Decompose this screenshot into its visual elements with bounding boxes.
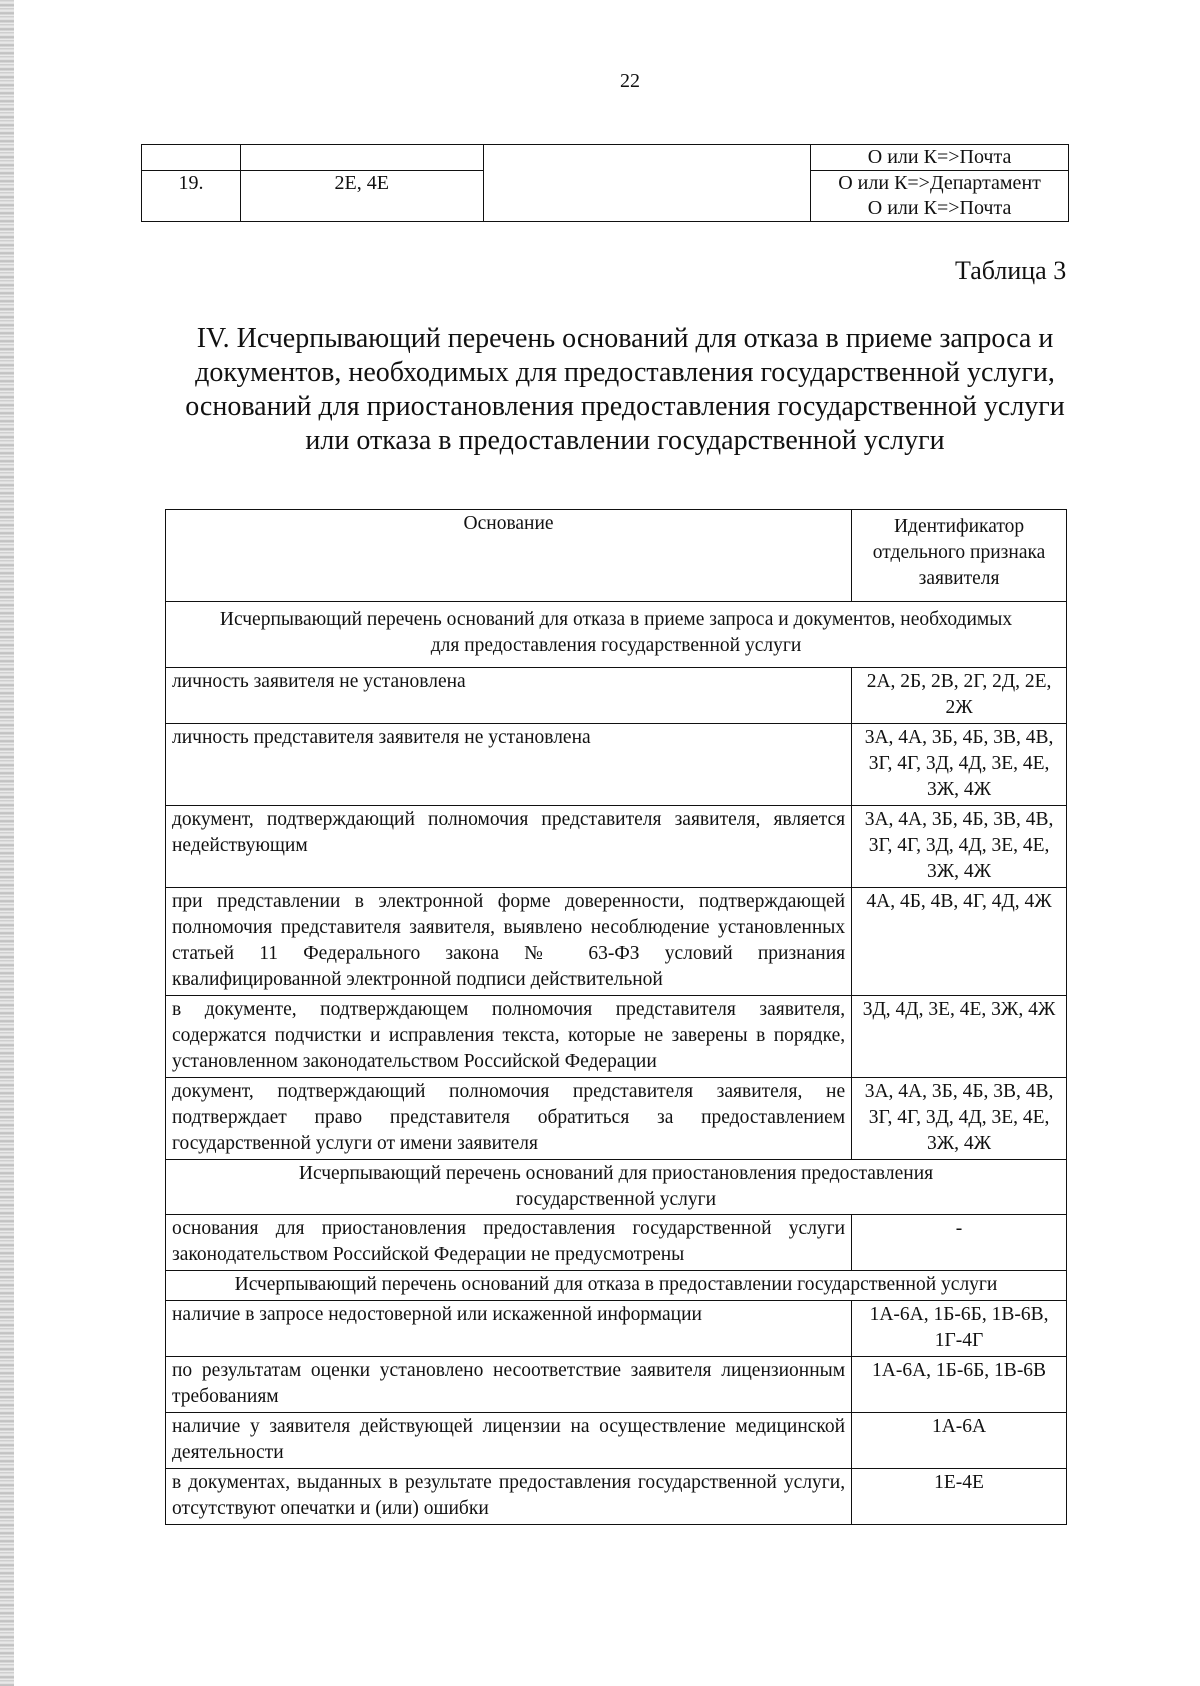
scan-edge xyxy=(0,0,14,1686)
page-number: 22 xyxy=(620,70,640,92)
group-title: Исчерпывающий перечень оснований для отказа в предоставлении государственной услуги xyxy=(166,1271,1067,1301)
basis-cell: наличие у заявителя действующей лицензии на осуществление медицинской деятельности xyxy=(166,1413,852,1469)
basis-cell: при представлении в электронной форме доверенности, подтверждающей полномочия представителя заявителя, выявлено несоблюдение установленных статьей 11 Федерального закона № 63-ФЗ условий признания квалифицированной электронной подписи действительной xyxy=(166,888,852,996)
table-row xyxy=(142,145,1069,171)
identifier-cell: 3Д, 4Д, 3Е, 4Е, 3Ж, 4Ж xyxy=(852,996,1067,1078)
route-cell: О или К=>Департамент О или К=>Почта xyxy=(811,171,1069,222)
header-row xyxy=(166,510,1067,602)
grounds-table xyxy=(165,509,1067,1525)
basis-cell: личность заявителя не установлена xyxy=(166,668,852,724)
codes-cell: 2E, 4E xyxy=(240,171,483,222)
table-row xyxy=(166,1469,1067,1525)
header-basis: Основание xyxy=(166,510,852,602)
identifier-cell: 2А, 2Б, 2В, 2Г, 2Д, 2Е, 2Ж xyxy=(852,668,1067,724)
basis-cell: личность представителя заявителя не установлена xyxy=(166,724,852,806)
identifier-cell: 1А-6А xyxy=(852,1413,1067,1469)
basis-cell: наличие в запросе недостоверной или искаженной информации xyxy=(166,1301,852,1357)
basis-cell: в документах, выданных в результате предоставления государственной услуги, отсутствуют опечатки и (или) ошибки xyxy=(166,1469,852,1525)
identifier-cell: 1А-6А, 1Б-6Б, 1В-6В xyxy=(852,1357,1067,1413)
identifier-cell: 1А-6А, 1Б-6Б, 1В-6В, 1Г-4Г xyxy=(852,1301,1067,1357)
section-heading: IV. Исчерпывающий перечень оснований для отказа в приеме запроса и документов, необходимых для предоставления государственной услуги, оснований для приостановления предоставления государственной услуги или отказа в предоставлении государственной услуги xyxy=(185,323,1065,456)
row-number-cell: 19. xyxy=(142,171,241,222)
table-row xyxy=(166,1301,1067,1357)
table-row xyxy=(166,1078,1067,1160)
basis-cell: документ, подтверждающий полномочия представителя заявителя, не подтверждает право представителя обратиться за предоставлением государственной услуги от имени заявителя xyxy=(166,1078,852,1160)
continuation-table xyxy=(141,144,1069,222)
table-row xyxy=(166,1357,1067,1413)
table-row xyxy=(166,1413,1067,1469)
table-row xyxy=(166,996,1067,1078)
basis-cell: в документе, подтверждающем полномочия представителя заявителя, содержатся подчистки и исправления текста, которые не заверены в порядке, установленном законодательством Российской Федерации xyxy=(166,996,852,1078)
identifier-cell: 4А, 4Б, 4В, 4Г, 4Д, 4Ж xyxy=(852,888,1067,996)
identifier-cell: 3А, 4А, 3Б, 4Б, 3В, 4В, 3Г, 4Г, 3Д, 4Д, 3Е, 4Е, 3Ж, 4Ж xyxy=(852,1078,1067,1160)
group-title: Исчерпывающий перечень оснований для приостановления предоставления государственной услуги xyxy=(166,1160,1067,1215)
basis-cell: по результатам оценки установлено несоответствие заявителя лицензионным требованиям xyxy=(166,1357,852,1413)
group-title: Исчерпывающий перечень оснований для отказа в приеме запроса и документов, необходимых для предоставления государственной услуги xyxy=(166,602,1067,668)
header-identifier: Идентификатор отдельного признака заявителя xyxy=(852,510,1067,602)
basis-cell: документ, подтверждающий полномочия представителя заявителя, является недействующим xyxy=(166,806,852,888)
table-row xyxy=(166,668,1067,724)
identifier-cell: - xyxy=(852,1215,1067,1271)
group-title-row xyxy=(166,1160,1067,1215)
group-title-row xyxy=(166,602,1067,668)
identifier-cell: 1Е-4Е xyxy=(852,1469,1067,1525)
table-row xyxy=(166,888,1067,996)
table-row xyxy=(166,1215,1067,1271)
identifier-cell: 3А, 4А, 3Б, 4Б, 3В, 4В, 3Г, 4Г, 3Д, 4Д, 3Е, 4Е, 3Ж, 4Ж xyxy=(852,806,1067,888)
identifier-cell: 3А, 4А, 3Б, 4Б, 3В, 4В, 3Г, 4Г, 3Д, 4Д, 3Е, 4Е, 3Ж, 4Ж xyxy=(852,724,1067,806)
table-row xyxy=(166,806,1067,888)
table-row xyxy=(166,724,1067,806)
table-label: Таблица 3 xyxy=(955,256,1067,285)
basis-cell: основания для приостановления предоставления государственной услуги законодательством Российской Федерации не предусмотрены xyxy=(166,1215,852,1271)
route-cell: О или К=>Почта xyxy=(811,145,1069,171)
group-title-row xyxy=(166,1271,1067,1301)
